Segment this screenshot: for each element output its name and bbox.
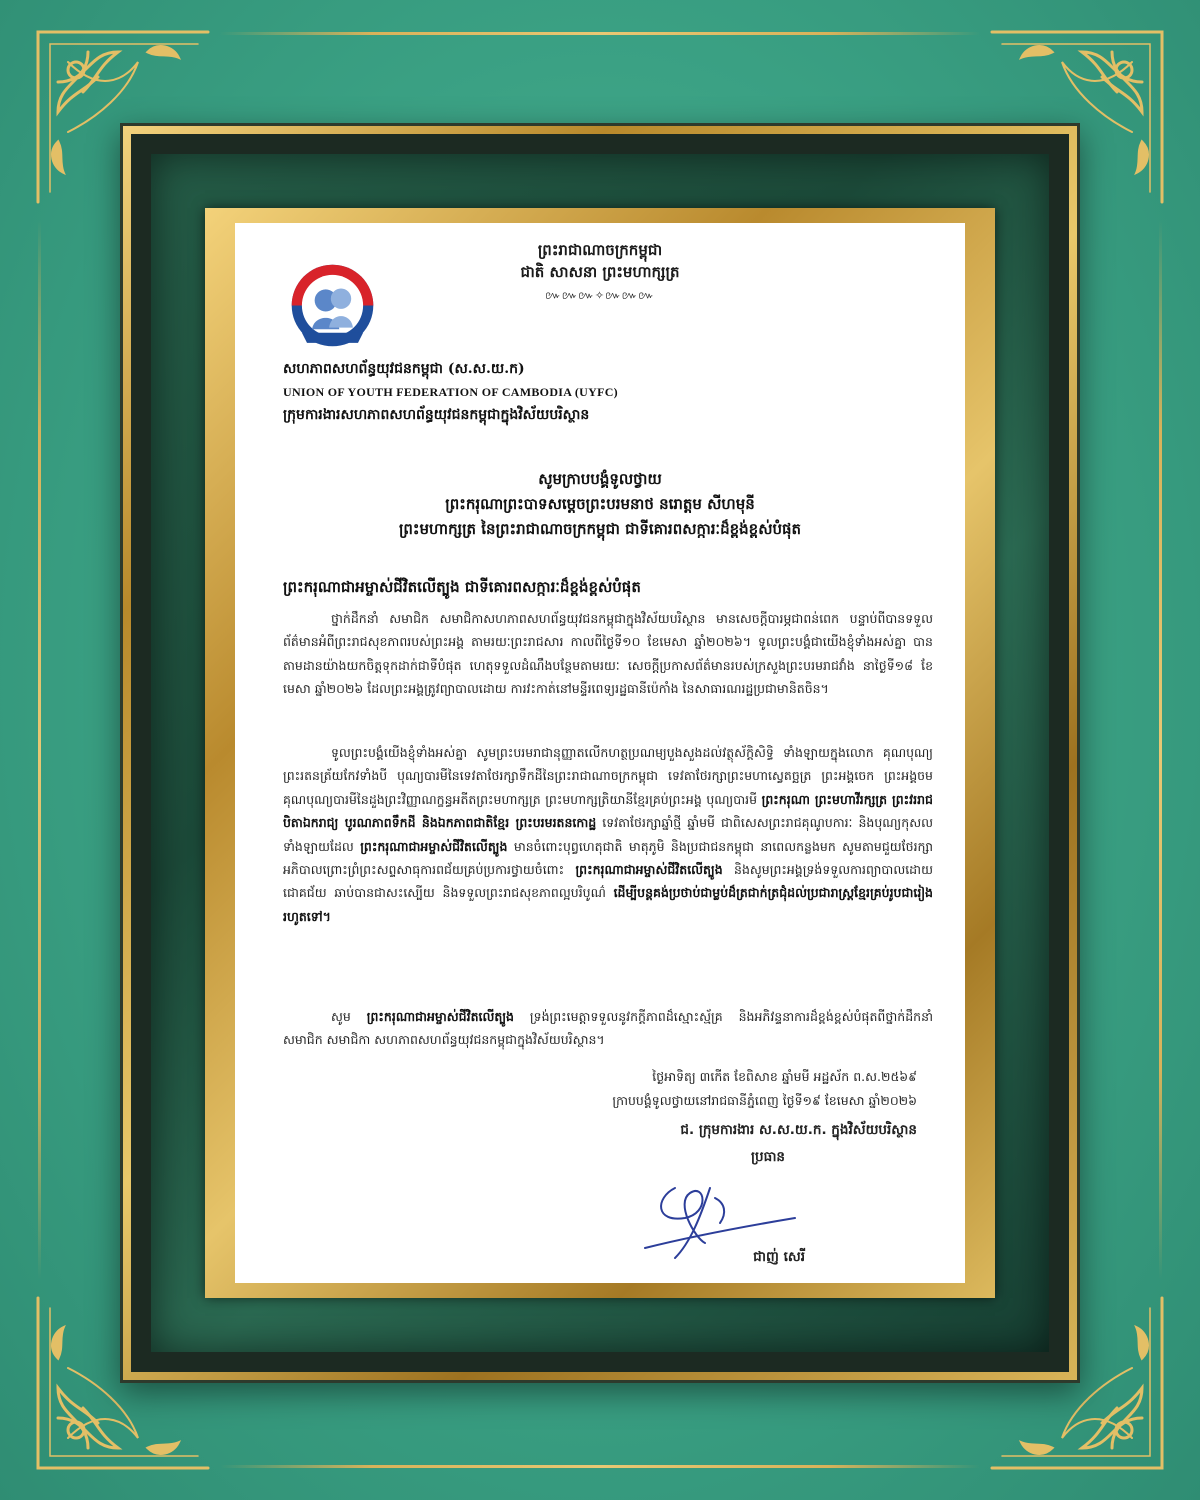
paragraph-1: ថ្នាក់ដឹកនាំ សមាជិក សមាជិកាសហភាពសហព័ន្ធយុវជនកម្ពុជាក្នុងវិស័យបរិស្ថាន មានសេចក្តីបារម្ភជាពន់ពេក បន្ទាប់ពីបានទទួលព័ត៌មានអំពីព្រះរាជសុខភាពរបស់ព្រះអង្គ តាមរយៈព្រះរាជសារ កាលពីថ្ងៃទី១០ ខែមេសា ឆ្នាំ២០២៦។ ទូលព្រះបង្គំជាយើងខ្ញុំទាំងអស់គ្នា បានតាមដានយ៉ាងយកចិត្តទុកដាក់ជាទីបំផុត ហេតុទទួលដំណឹងបន្ថែមតាមរយៈ សេចក្តីប្រកាសព័ត៌មានរបស់ក្រសួងព្រះបរមរាជវាំង នាថ្ងៃទី១៨ ខែមេសា ឆ្នាំ២០២៦ ដែលព្រះអង្គត្រូវព្យាបាលដោយ ការវះកាត់នៅមន្ទីរពេទ្យរដ្ឋធានីប៉េកាំង នៃសាធារណរដ្ឋប្រជាមានិតចិន។ xyxy=(283,611,933,697)
header-ornament: ៚៚៚✧៚៚៚ xyxy=(545,289,655,302)
salutation-line-1: សូមក្រាបបង្គំទូលថ្វាយ xyxy=(538,470,662,488)
border-line-left xyxy=(38,220,41,1280)
border-line-right xyxy=(1159,220,1162,1280)
para3-bold: ព្រះករុណាជាអម្ចាស់ជីវិតលើត្បូង xyxy=(366,1009,514,1024)
motto-line: ជាតិ សាសនា ព្រះមហាក្សត្រ xyxy=(520,263,680,281)
para2-text-d: មានចំពោះបុព្វហេតុជាតិ មាតុភូមិ និងប្រជាជនកម្ពុជា នាពេលកន្លងមក សូមតាមជួយថែរក្សាអភិបាលព្រោះព្រំព្រះសព្ទសាធុការពជ័យគ្រប់ប្រការថ្វាយចំពោះ xyxy=(283,838,933,878)
para2-bold-4: ដើម្បីបន្តគង់ប្រថាប់ជាម្លប់ដ៏ត្រជាក់ត្រជុំដល់ប្រជារាស្ត្រខ្មែរគ្រប់រូបជារៀងរហូតទៅ។ xyxy=(283,885,933,924)
para2-text-c: ទេវតាថែរក្សាឆ្នាំថ្មី ឆ្នាំមមី ជាពិសេសព្រះរាជគុណូបការៈ និងបុណ្យកុសលទាំងឡាយដែល xyxy=(283,815,933,854)
para2-bold-2: ព្រះករុណាជាអម្ចាស់ជីវិតលើត្បូង xyxy=(360,838,508,854)
para2-text-a: ទូលព្រះបង្គំយើងខ្ញុំទាំងអស់គ្នា សូមព្រះបរមរាជានុញ្ញាតលើកហត្ថប្រណម្យបួងសួងដល់វត្ថុស័ក្តិសិទ្ធិ ទាំងឡាយក្នុងលោក គុណបុណ្យព្រះរតនត្រ័យកែវទាំងបី បុណ្យបារមីនៃទេវតាថែរក្សាទឹកដីនៃព្រះរាជាណាចក្រកម្ពុជា ទេវតាថែរក្សាព្រះមហាស្វេតច្ឆត្រ ព្រះអង្គចេក ព្រះអង្គចម គុណបុណ្យបារមីនៃដួងព្រះវិញ្ញាណក្ខន្ធអតីតព្រះមហាក្សត្រ ព្រះមហាក្សត្រិយានីខ្មែរគ្រប់ព្រះអង្គ បុណ្យបារមី xyxy=(283,745,933,807)
para2-text-e: និងសូមព្រះអង្គទ្រង់ទទួលការព្យាបាលដោយជោគជ័យ ឆាប់បានជាសះស្បើយ និងទទួលព្រះរាជសុខភាពល្អបរិបូណ៌ xyxy=(283,862,933,901)
org-name-khmer: សហភាពសហព័ន្ធយុវជនកម្ពុជា (ស.ស.យ.ក) xyxy=(283,361,525,377)
border-line-bottom xyxy=(220,1465,980,1468)
picture-frame xyxy=(120,123,1080,1383)
salutation-line-3: ព្រះមហាក្សត្រ នៃព្រះរាជាណាចក្រកម្ពុជា ជាទីគោរពសក្ការៈដ៏ខ្ពង់ខ្ពស់បំផុត xyxy=(398,520,802,538)
paragraph-2 xyxy=(283,741,933,928)
org-name-english: UNION OF YOUTH FEDERATION OF CAMBODIA (UYFC) xyxy=(283,385,618,399)
para3-text-c: ទ្រង់ព្រះមេត្តាទទួលនូវកក្តីភាពដ៏ស្មោះស្ម័គ្រ និងអភិវន្ទនាការដ៏ខ្ពង់ខ្ពស់បំផុតពីថ្នាក់ដឹកនាំ សមាជិក សមាជិកា សហភាពសហព័ន្ធយុវជនកម្ពុជាក្នុងវិស័យបរិស្ថាន។ xyxy=(283,1009,933,1048)
signatory-organization: ជ. ក្រុមការងារ ស.ស.យ.ក. ក្នុងវិស័យបរិស្ថាន xyxy=(680,1122,917,1138)
letter-paper xyxy=(235,223,965,1283)
paragraph-3 xyxy=(283,1005,933,1052)
subject-line: ព្រះករុណាជាអម្ចាស់ជីវិតលើត្បូង ជាទីគោរពសក្ការៈដ៏ខ្ពង់ខ្ពស់បំផុត xyxy=(283,578,641,596)
date-lunar: ថ្ងៃអាទិត្យ ៣កើត ខែពិសាខ ឆ្នាំមមី អដ្ឋស័ក ព.ស.២៥៦៩ xyxy=(652,1069,917,1084)
org-committee: ក្រុមការងារសហភាពសហព័ន្ធយុវជនកម្ពុជាក្នុងវិស័យបរិស្ថាន xyxy=(283,407,590,423)
para2-bold-3: ព្រះករុណាជាអម្ចាស់ជីវិតលើត្បូង xyxy=(575,862,723,878)
kingdom-line: ព្រះរាជាណាចក្រកម្ពុជា xyxy=(537,241,663,259)
signatory-title: ប្រធាន xyxy=(750,1149,785,1165)
signatory-name: ជាញ់ សេរី xyxy=(753,1249,805,1265)
border-line-top xyxy=(220,32,980,35)
salutation-line-2: ព្រះករុណាព្រះបាទសម្តេចព្រះបរមនាថ នរោត្តម សីហមុនី xyxy=(445,495,755,513)
date-solar: ក្រាបបង្គំទូលថ្វាយនៅរាជធានីភ្នំពេញ ថ្ងៃទី១៩ ខែមេសា ឆ្នាំ២០២៦ xyxy=(612,1093,917,1108)
para2-bold-1: ព្រះករុណា ព្រះមហាវីរក្សត្រ ព្រះវររាជបិតាឯករាជ្យ បូរណភាពទឹកដី និងឯកភាពជាតិខ្មែរ ព្រះបរមរតនកោដ្ឋ xyxy=(283,791,933,831)
para3-text-a: សូម xyxy=(331,1009,351,1024)
